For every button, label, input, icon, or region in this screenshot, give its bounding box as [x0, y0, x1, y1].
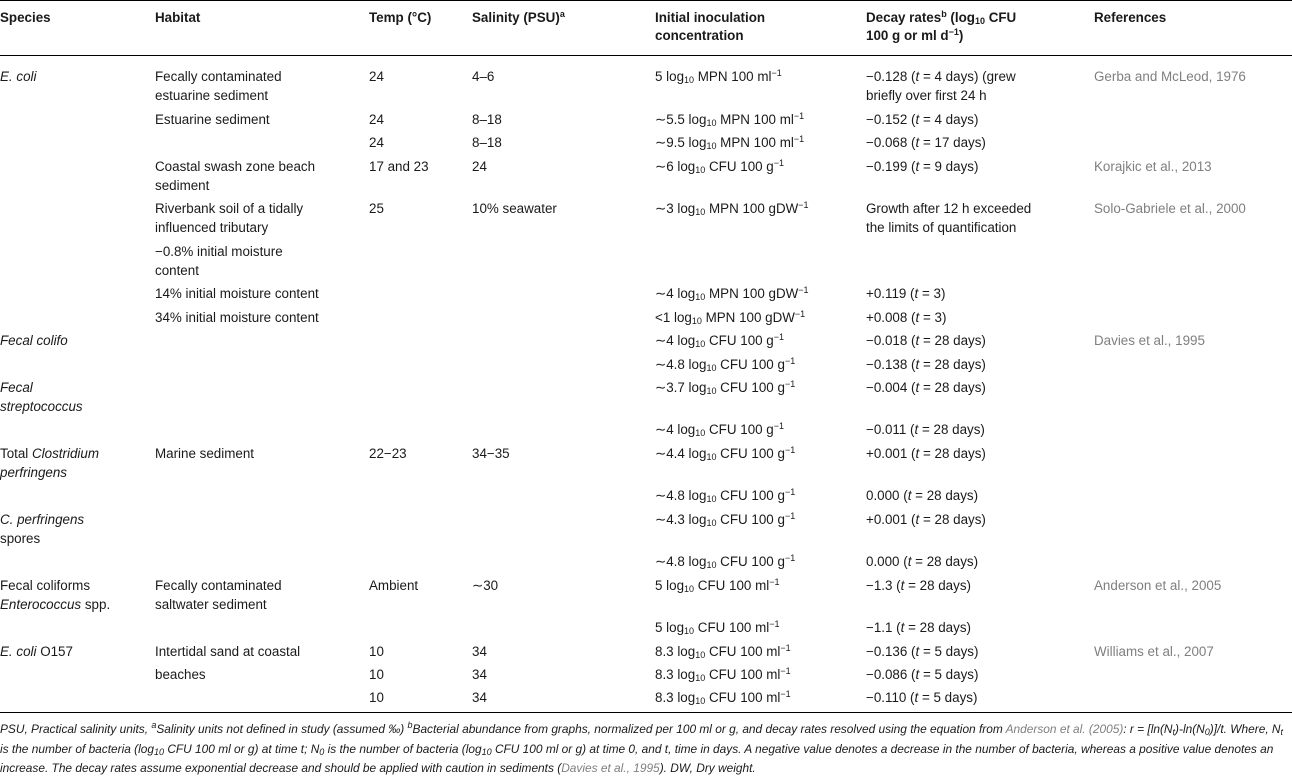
cell-habitat: influenced tributary	[155, 220, 269, 235]
cell-decay-rate: −0.136 (t = 5 days)	[866, 644, 979, 659]
cell-temp: 25	[369, 201, 384, 216]
cell-salinity: 34	[472, 690, 487, 705]
cell-inoculation: ∼4.4 $\log_{10}$ CFU 100 $g^{-1}$	[655, 445, 796, 462]
cell-habitat: sediment	[155, 178, 210, 193]
cell-decay-rate: −0.004 (t = 28 days)	[866, 380, 986, 395]
cell-species: E. coli	[0, 69, 37, 84]
footnote-link-anderson[interactable]: Anderson et al. (2005)	[1005, 722, 1124, 736]
cell-inoculation: ∼9.5 $\log_{10}$ MPN 100 $ml^{-1}$	[655, 134, 805, 151]
cell-decay-rate: +0.001 (t = 28 days)	[866, 512, 986, 527]
cell-species: Total Clostridium	[0, 446, 99, 461]
table-top-rule	[0, 0, 1292, 1]
header-habitat: Habitat	[155, 10, 201, 25]
cell-decay-rate: −1.1 (t = 28 days)	[866, 620, 971, 635]
cell-inoculation: ∼3 $\log_{10}$ MPN 100 gDW$^{-1}$	[655, 200, 809, 217]
cell-decay-rate: −1.3 (t = 28 days)	[866, 578, 971, 593]
cell-habitat: Coastal swash zone beach	[155, 159, 316, 174]
cell-species: C. perfringens	[0, 512, 85, 527]
cell-habitat: Fecally contaminated	[155, 578, 282, 593]
cell-species: Fecal coliforms	[0, 578, 91, 593]
cell-temp: 24	[369, 69, 384, 84]
cell-temp: 10	[369, 644, 384, 659]
cell-salinity: 8–18	[472, 135, 502, 150]
cell-decay-rate: 0.000 (t = 28 days)	[866, 488, 979, 503]
cell-species: spores	[0, 531, 41, 546]
cell-species: perfringens	[0, 465, 67, 480]
cell-reference[interactable]: Solo-Gabriele et al., 2000	[1094, 201, 1246, 216]
cell-decay-rate: −0.018 (t = 28 days)	[866, 333, 986, 348]
header-bottom-rule	[0, 55, 1292, 56]
cell-inoculation: ∼4 $\log_{10}$ MPN 100 gDW$^{-1}$	[655, 285, 809, 302]
cell-decay-rate: −0.110 (t = 5 days)	[866, 690, 978, 705]
cell-decay-rate: 0.000 (t = 28 days)	[866, 554, 979, 569]
cell-salinity: 8–18	[472, 112, 502, 127]
cell-inoculation: 5 $\log_{10}$ CFU 100 $ml^{-1}$	[655, 577, 780, 594]
cell-reference[interactable]: Davies et al., 1995	[1094, 333, 1205, 348]
cell-salinity: 24	[472, 159, 487, 174]
cell-inoculation: <1 $\log_{10}$ MPN 100 gDW$^{-1}$	[655, 309, 806, 326]
cell-habitat: Riverbank soil of a tidally	[155, 201, 304, 216]
cell-salinity: 4–6	[472, 69, 495, 84]
cell-inoculation: ∼4.8 $\log_{10}$ CFU 100 $g^{-1}$	[655, 487, 796, 504]
cell-inoculation: ∼3.7 $\log_{10}$ CFU 100 $g^{-1}$	[655, 379, 796, 396]
cell-decay-rate: Growth after 12 h exceeded	[866, 201, 1032, 216]
cell-habitat: 14% initial moisture content	[155, 286, 319, 301]
cell-temp: 24	[369, 112, 384, 127]
cell-inoculation: 8.3 $\log_{10}$ CFU 100 $ml^{-1}$	[655, 689, 791, 706]
cell-salinity: ∼30	[472, 578, 499, 593]
header-salinity: Salinity (PSU)$^a$	[472, 9, 565, 25]
cell-habitat: 34% initial moisture content	[155, 310, 319, 325]
header-references: References	[1094, 10, 1167, 25]
table-footnote: PSU, Practical salinity units, $^a$Salinity units not defined in study (assumed ‰) $^b$Bacterial abundance from graphs, normalized per 100 ml or g, and decay rates resolved using the equation from Anderson et al. (2005): $r = [\ln(N_t)-\ln(N_0)]/t$. Where, $N_t$ is the number of bacteria ($\log_{10}$ CFU 100 ml or g) at time t; $N_0$ is the number of bacteria ($\log_{10}$ CFU 100 ml or g) at time 0, and t, time in days. A negative value denotes a decrease in the number of bacteria, whereas a positive value denotes an increase. The decay rates assume exponential decrease and should be applied with caution in sediments (Davies et al., 1995). DW, Dry weight.	[0, 720, 1284, 775]
cell-habitat: content	[155, 263, 199, 278]
cell-temp: 22−23	[369, 446, 407, 461]
cell-reference[interactable]: Williams et al., 2007	[1094, 644, 1214, 659]
cell-decay-rate: +0.001 (t = 28 days)	[866, 446, 986, 461]
cell-species: Fecal colifo	[0, 333, 68, 348]
cell-inoculation: ∼4.8 $\log_{10}$ CFU 100 $g^{-1}$	[655, 553, 796, 570]
cell-inoculation: 8.3 $\log_{10}$ CFU 100 $ml^{-1}$	[655, 643, 791, 660]
cell-salinity: 34	[472, 644, 487, 659]
cell-decay-rate: briefly over first 24 h	[866, 88, 987, 103]
cell-species: streptococcus	[0, 399, 83, 414]
cell-decay-rate: −0.152 (t = 4 days)	[866, 112, 979, 127]
cell-inoculation: 8.3 $\log_{10}$ CFU 100 $ml^{-1}$	[655, 666, 791, 683]
cell-habitat: estuarine sediment	[155, 88, 269, 103]
cell-habitat: Estuarine sediment	[155, 112, 270, 127]
cell-inoculation: ∼5.5 $\log_{10}$ MPN 100 $ml^{-1}$	[655, 111, 805, 128]
cell-decay-rate: −0.128 (t = 4 days) (grew	[866, 69, 1016, 84]
header-decay-rates: Decay rates$^b$ ($\log_{10}$ CFU 100 g or ml $d^{-1}$)	[866, 9, 1017, 43]
cell-species: Enterococcus spp.	[0, 597, 111, 612]
header-inoculation: Initial inoculation concentration	[655, 10, 766, 43]
cell-salinity: 34−35	[472, 446, 510, 461]
cell-inoculation: ∼4 $\log_{10}$ CFU 100 $g^{-1}$	[655, 421, 785, 438]
cell-habitat: Fecally contaminated	[155, 69, 282, 84]
cell-inoculation: 5 $\log_{10}$ CFU 100 $ml^{-1}$	[655, 619, 780, 636]
cell-inoculation: ∼4.3 $\log_{10}$ CFU 100 $g^{-1}$	[655, 511, 796, 528]
cell-reference[interactable]: Anderson et al., 2005	[1094, 578, 1222, 593]
cell-species: Fecal	[0, 380, 33, 395]
cell-decay-rate: −0.138 (t = 28 days)	[866, 357, 986, 372]
cell-habitat: −0.8% initial moisture	[155, 244, 283, 259]
cell-decay-rate: −0.199 (t = 9 days)	[866, 159, 979, 174]
cell-reference[interactable]: Korajkic et al., 2013	[1094, 159, 1212, 174]
footnote-link-davies[interactable]: Davies et al., 1995	[561, 761, 660, 775]
cell-habitat: Marine sediment	[155, 446, 254, 461]
header-temp: Temp (°C)	[369, 10, 432, 25]
cell-decay-rate: +0.008 (t = 3)	[866, 310, 947, 325]
cell-decay-rate: −0.086 (t = 5 days)	[866, 667, 979, 682]
cell-decay-rate: +0.119 (t = 3)	[866, 286, 946, 301]
cell-inoculation: ∼6 $\log_{10}$ CFU 100 $g^{-1}$	[655, 158, 785, 175]
cell-habitat: saltwater sediment	[155, 597, 267, 612]
cell-reference[interactable]: Gerba and McLeod, 1976	[1094, 69, 1246, 84]
cell-decay-rate: −0.011 (t = 28 days)	[866, 422, 985, 437]
cell-salinity: 10% seawater	[472, 201, 557, 216]
cell-inoculation: 5 $\log_{10}$ MPN 100 $ml^{-1}$	[655, 68, 782, 85]
cell-habitat: Intertidal sand at coastal	[155, 644, 301, 659]
cell-salinity: 34	[472, 667, 487, 682]
cell-temp: Ambient	[369, 578, 419, 593]
table-bottom-rule	[0, 712, 1292, 713]
header-species: Species	[0, 10, 51, 25]
cell-species: E. coli O157	[0, 644, 73, 659]
cell-decay-rate: −0.068 (t = 17 days)	[866, 135, 986, 150]
cell-inoculation: ∼4.8 $\log_{10}$ CFU 100 $g^{-1}$	[655, 356, 796, 373]
cell-decay-rate: the limits of quantification	[866, 220, 1017, 235]
cell-temp: 17 and 23	[369, 159, 429, 174]
cell-temp: 10	[369, 690, 384, 705]
cell-temp: 24	[369, 135, 384, 150]
cell-temp: 10	[369, 667, 384, 682]
cell-habitat: beaches	[155, 667, 206, 682]
cell-inoculation: ∼4 $\log_{10}$ CFU 100 $g^{-1}$	[655, 332, 785, 349]
